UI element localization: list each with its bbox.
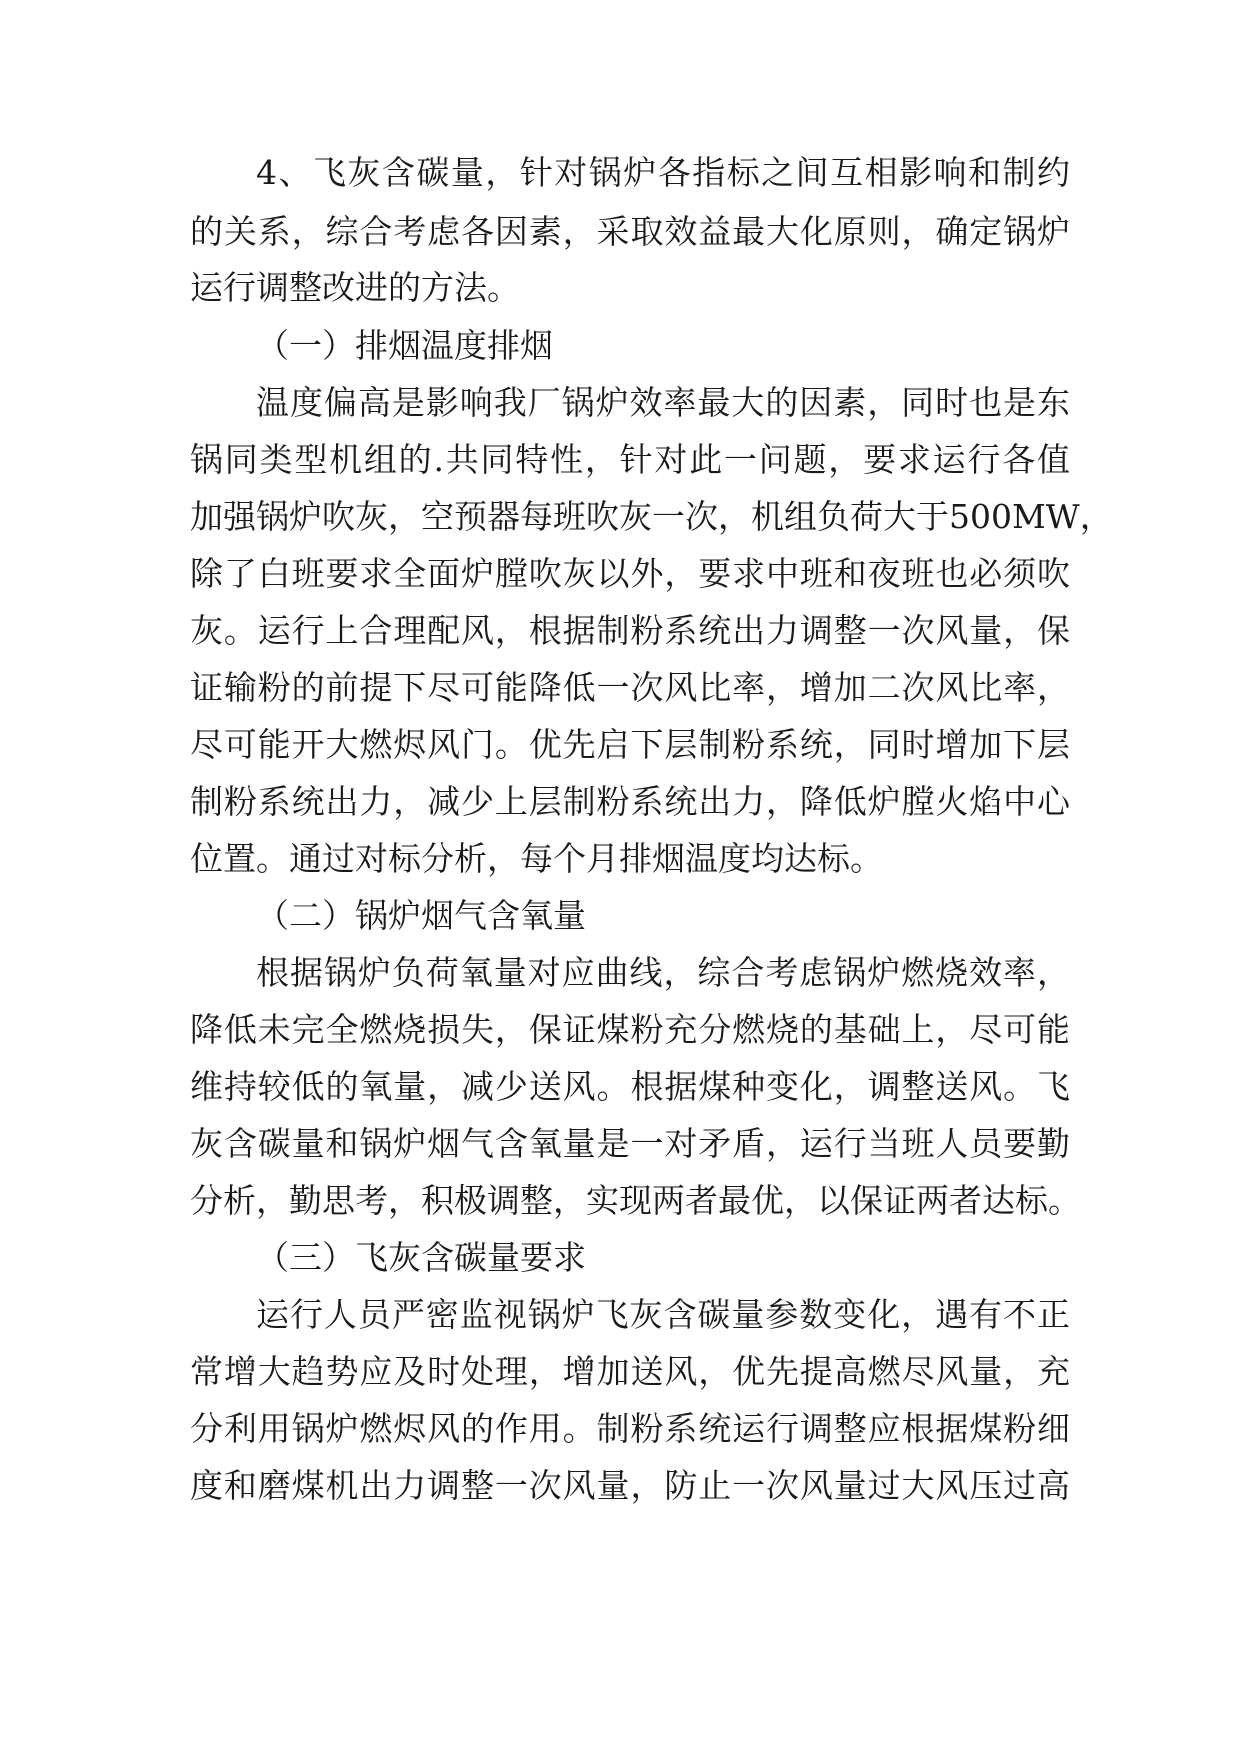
paragraph-line: 度和磨煤机出力调整一次风量，防止一次风量过大风压过高 — [190, 1466, 1070, 1505]
paragraph-line: 证输粉的前提下尽可能降低一次风比率，增加二次风比率， — [190, 668, 1070, 707]
paragraph-line: 4、飞灰含碳量，针对锅炉各指标之间互相影响和制约 — [256, 153, 1070, 192]
paragraph-line: 温度偏高是影响我厂锅炉效率最大的因素，同时也是东 — [256, 383, 1070, 422]
paragraph-line: 常增大趋势应及时处理，增加送风，优先提高燃尽风量，充 — [190, 1352, 1070, 1391]
paragraph-line: 位置。通过对标分析，每个月排烟温度均达标。 — [190, 839, 883, 878]
section-heading: （二）锅炉烟气含氧量 — [256, 896, 586, 935]
paragraph-line: 运行人员严密监视锅炉飞灰含碳量参数变化，遇有不正 — [256, 1295, 1070, 1334]
paragraph-line: 锅同类型机组的.共同特性，针对此一问题，要求运行各值 — [190, 440, 1070, 479]
paragraph-line: 灰含碳量和锅炉烟气含氧量是一对矛盾，运行当班人员要勤 — [190, 1124, 1070, 1163]
paragraph-line: 除了白班要求全面炉膛吹灰以外，要求中班和夜班也必须吹 — [190, 554, 1070, 593]
paragraph-line: 的关系，综合考虑各因素，采取效益最大化原则，确定锅炉 — [190, 212, 1070, 251]
paragraph-line: 分析，勤思考，积极调整，实现两者最优，以保证两者达标。 — [190, 1181, 1081, 1220]
section-heading: （一）排烟温度排烟 — [256, 326, 553, 365]
paragraph-line: 分利用锅炉燃烬风的作用。制粉系统运行调整应根据煤粉细 — [190, 1409, 1070, 1448]
paragraph-line: 降低未完全燃烧损失，保证煤粉充分燃烧的基础上，尽可能 — [190, 1010, 1070, 1049]
paragraph-line: 尽可能开大燃烬风门。优先启下层制粉系统，同时增加下层 — [190, 725, 1070, 764]
paragraph-line: 维持较低的氧量，减少送风。根据煤种变化，调整送风。飞 — [190, 1067, 1070, 1106]
section-heading: （三）飞灰含碳量要求 — [256, 1238, 586, 1277]
paragraph-line: 制粉系统出力，减少上层制粉系统出力，降低炉膛火焰中心 — [190, 782, 1070, 821]
paragraph-line: 根据锅炉负荷氧量对应曲线，综合考虑锅炉燃烧效率， — [256, 953, 1070, 992]
paragraph-line: 灰。运行上合理配风，根据制粉系统出力调整一次风量，保 — [190, 611, 1070, 650]
paragraph-line: 运行调整改进的方法。 — [190, 268, 520, 307]
paragraph-line: 加强锅炉吹灰，空预器每班吹灰一次，机组负荷大于500MW， — [190, 497, 1113, 536]
